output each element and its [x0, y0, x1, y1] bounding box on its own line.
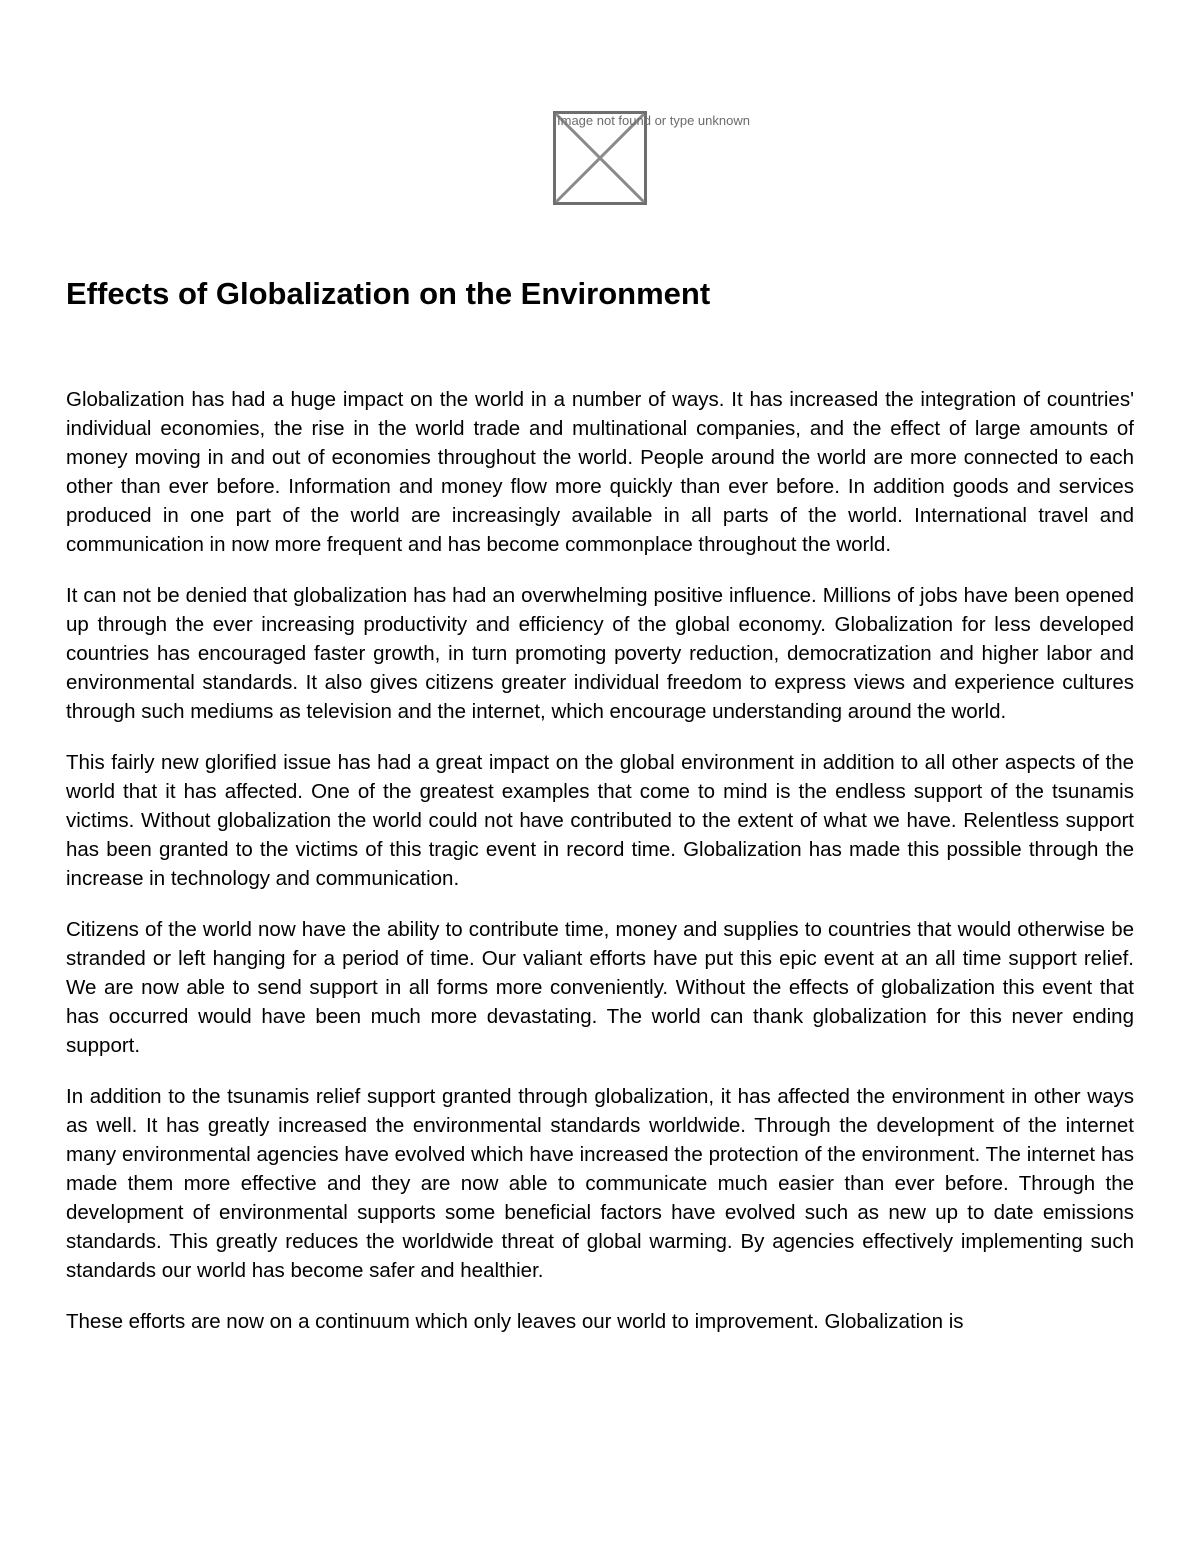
paragraph-5: In addition to the tsunamis relief support granted through globalization, it has affected the environment in other ways as well. It has greatly increased the environmental standards worldwide. Through the development of the internet many environmental agencies have evolved which have increased the protection of the environment. The internet has made them more effective and they are now able to communicate much easier than ever before. Through the development of environmental supports some beneficial factors have evolved such as new up to date emissions standards. This greatly reduces the worldwide threat of global warming. By agencies effectively implementing such standards our world has become safer and healthier. — [66, 1085, 1134, 1282]
paragraph-1: Globalization has had a huge impact on the world in a number of ways. It has increased the integration of countries' individual economies, the rise in the world trade and multinational companies, and the effect of large amounts of money moving in and out of economies throughout the world. People around the world are more connected to each other than ever before. Information and money flow more quickly than ever before. In addition goods and services produced in one part of the world are increasingly available in all parts of the world. International travel and communication in now more frequent and has become commonplace throughout the world. — [66, 388, 1134, 556]
image-alt-text: Image not found or type unknown — [557, 113, 750, 128]
document-body — [66, 385, 1134, 1358]
paragraph-4: Citizens of the world now have the ability to contribute time, money and supplies to countries that would otherwise be stranded or left hanging for a period of time. Our valiant efforts have put this epic event at an all time support relief. We are now able to send support in all forms more conveniently. Without the effects of globalization this event that has occurred would have been much more devastating. The world can thank globalization for this never ending support. — [66, 918, 1134, 1057]
paragraph-3: This fairly new glorified issue has had a great impact on the global environment in addition to all other aspects of the world that it has affected. One of the greatest examples that come to mind is the endless support of the tsunamis victims. Without globalization the world could not have contributed to the extent of what we have. Relentless support has been granted to the victims of this tragic event in record time. Globalization has made this possible through the increase in technology and communication. — [66, 751, 1134, 890]
paragraph-6: These efforts are now on a continuum which only leaves our world to improvement. Globalization is — [66, 1310, 964, 1333]
paragraph-2: It can not be denied that globalization has had an overwhelming positive influence. Millions of jobs have been opened up through the ever increasing productivity and efficiency of the global economy. Globalization for less developed countries has encouraged faster growth, in turn promoting poverty reduction, democratization and higher labor and environmental standards. It also gives citizens greater individual freedom to express views and experience cultures through such mediums as television and the internet, which encourage understanding around the world. — [66, 584, 1134, 723]
document-title: Effects of Globalization on the Environment — [66, 276, 711, 311]
